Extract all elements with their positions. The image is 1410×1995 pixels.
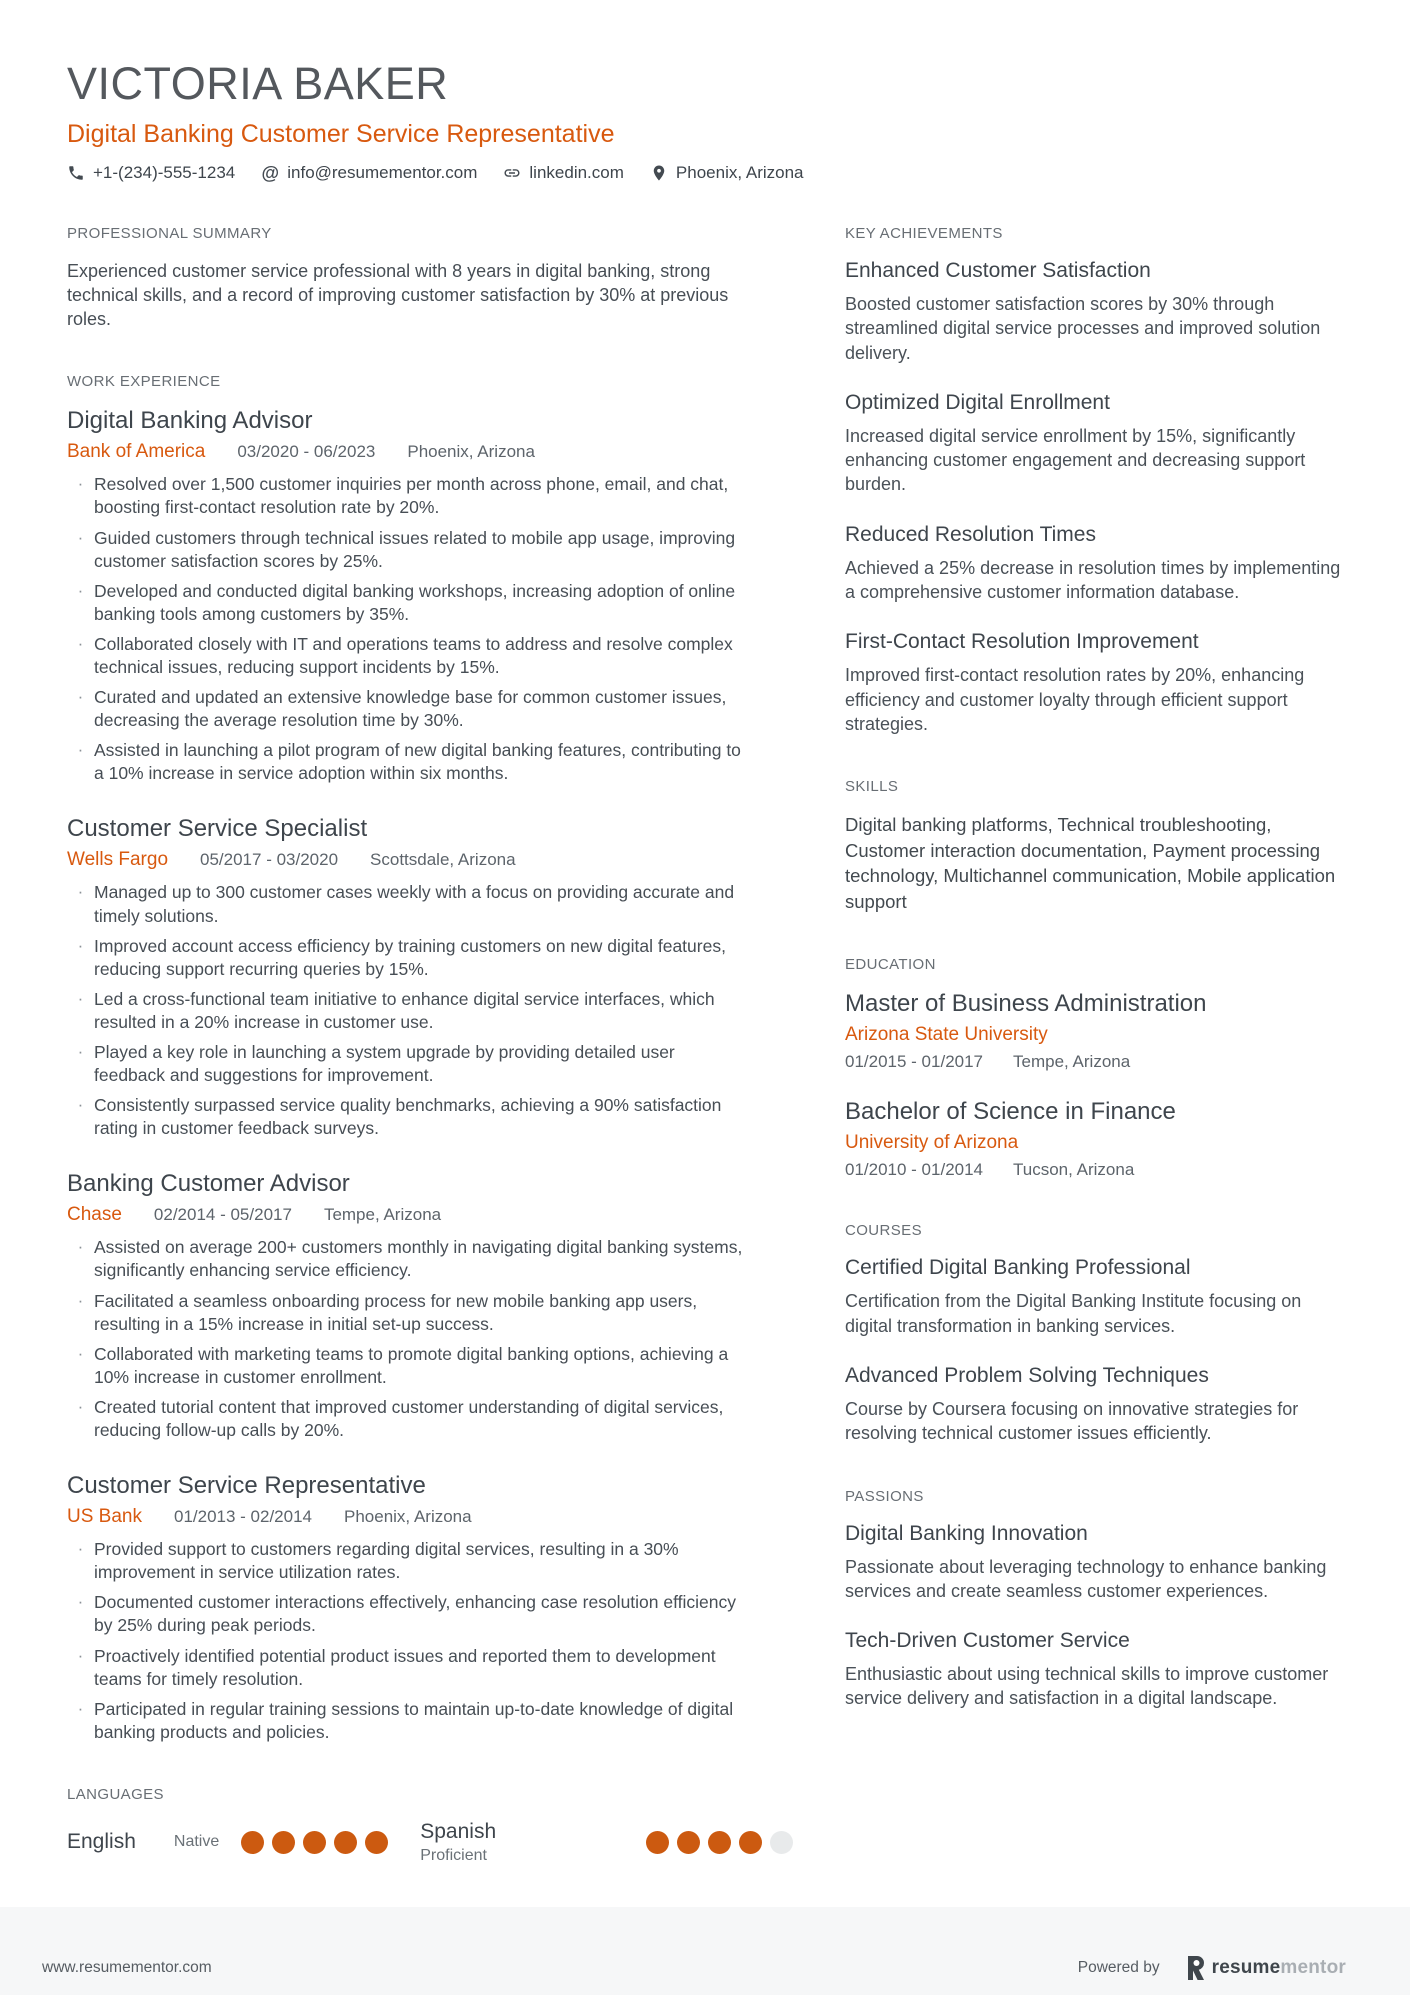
bullet-item <box>67 686 747 732</box>
achievement-item <box>845 523 1345 605</box>
bullet-text: Led a cross-functional team initiative to enhance digital service interfaces, which resulted in a 20% increase in customer use. <box>94 988 715 1032</box>
section-education <box>845 956 1345 1180</box>
job-location: Phoenix, Arizona <box>407 442 535 462</box>
bullet-item <box>67 1698 747 1744</box>
resumementor-brand[interactable] <box>1186 1956 1346 1980</box>
contact-email[interactable] <box>261 163 477 183</box>
footer <box>0 1907 1410 1995</box>
job-dates: 03/2020 - 06/2023 <box>237 442 376 462</box>
bullet-dot-icon: · <box>77 1645 84 1665</box>
bullet-item <box>67 935 747 981</box>
bullet-text: Participated in regular training sessions to maintain up-to-date knowledge of digital banking products and policies. <box>94 1698 734 1742</box>
bullet-item <box>67 633 747 679</box>
bullet-dot-icon: · <box>77 1539 84 1559</box>
rating-dot <box>365 1831 388 1854</box>
education-meta <box>845 1052 1345 1072</box>
education-degree: Bachelor of Science in Finance <box>845 1098 1176 1126</box>
contact-linkedin[interactable] <box>503 163 624 183</box>
achievement-title: Reduced Resolution Times <box>845 522 1096 546</box>
rating-dot <box>677 1831 700 1854</box>
job-dates: 05/2017 - 03/2020 <box>200 850 339 870</box>
rating-dot <box>272 1831 295 1854</box>
achievement-text: Increased digital service enrollment by 15%, significantly enhancing customer engagement and decreasing support burden. <box>845 425 1306 495</box>
bullet-text: Improved account access efficiency by training customers on new digital features, reducing support recurring queries by 15%. <box>94 935 726 979</box>
bullet-item <box>67 580 747 626</box>
section-heading: KEY ACHIEVEMENTS <box>845 225 1003 242</box>
section-languages <box>67 1786 747 1865</box>
rating-dot <box>646 1831 669 1854</box>
achievement-title: Optimized Digital Enrollment <box>845 390 1110 414</box>
course-item <box>845 1256 1345 1338</box>
contact-phone[interactable] <box>67 163 235 183</box>
powered-by-block <box>1078 1956 1346 1980</box>
achievement-title: Enhanced Customer Satisfaction <box>845 259 1151 282</box>
bullet-item <box>67 739 747 785</box>
bullet-dot-icon: · <box>77 1698 84 1718</box>
rating-dot <box>303 1831 326 1854</box>
job-company: Bank of America <box>67 441 206 463</box>
contact-location <box>650 163 804 183</box>
bullet-text: Guided customers through technical issues related to mobile app usage, improving customer satisfaction scores by 25%. <box>94 527 736 571</box>
bullet-text: Managed up to 300 customer cases weekly with a focus on providing accurate and timely solutions. <box>94 882 735 926</box>
bullet-text: Provided support to customers regarding digital services, resulting in a 30% improvement in service utilization rates. <box>94 1539 679 1583</box>
bullet-dot-icon: · <box>77 580 84 600</box>
job-title: Customer Service Specialist <box>67 815 368 843</box>
language-label <box>420 1820 496 1865</box>
location-text: Phoenix, Arizona <box>675 163 804 182</box>
bullet-text: Facilitated a seamless onboarding process for new mobile banking app users, resulting in a 15% increase in initial set-up success. <box>94 1290 698 1334</box>
bullet-dot-icon: · <box>77 882 84 902</box>
achievement-item <box>845 391 1345 497</box>
job-location: Scottsdale, Arizona <box>370 850 516 870</box>
location-icon <box>650 164 668 182</box>
course-title: Advanced Problem Solving Techniques <box>845 1363 1209 1387</box>
section-heading: EDUCATION <box>845 956 936 974</box>
section-heading: LANGUAGES <box>67 1785 164 1803</box>
course-title: Certified Digital Banking Professional <box>845 1256 1191 1280</box>
powered-by-label: Powered by <box>1077 1958 1160 1976</box>
bullet-text: Curated and updated an extensive knowledge base for common customer issues, decreasing the average resolution time by 30%. <box>94 687 727 731</box>
job-entry <box>67 1472 747 1744</box>
bullet-dot-icon: · <box>77 740 84 760</box>
job-entry <box>67 1170 747 1442</box>
job-location: Phoenix, Arizona <box>344 1507 472 1527</box>
bullet-text: Documented customer interactions effectively, enhancing case resolution efficiency by 25% during peak periods. <box>94 1592 737 1636</box>
bullet-item <box>67 881 747 927</box>
bullet-item <box>67 1591 747 1637</box>
bullet-item <box>67 1538 747 1584</box>
candidate-title: Digital Banking Customer Service Representative <box>67 120 615 148</box>
rating-dot <box>708 1831 731 1854</box>
section-work-experience <box>67 373 747 1744</box>
job-bullets <box>67 473 747 785</box>
passion-text: Passionate about leveraging technology to enhance banking services and create seamless customer experiences. <box>845 1556 1327 1601</box>
brand-light: mentor <box>1280 1956 1346 1978</box>
education-entry <box>845 1098 1345 1180</box>
section-courses <box>845 1222 1345 1445</box>
bullet-item <box>67 1236 747 1282</box>
bullet-text: Played a key role in launching a system upgrade by providing detailed user feedback and suggestions for improvement. <box>94 1042 675 1086</box>
achievement-item <box>845 259 1345 365</box>
achievement-title: First-Contact Resolution Improvement <box>845 630 1199 654</box>
job-title: Digital Banking Advisor <box>67 407 313 435</box>
passion-item <box>845 1629 1345 1711</box>
bullet-dot-icon: · <box>77 1237 84 1257</box>
job-title: Banking Customer Advisor <box>67 1170 350 1198</box>
job-company: Wells Fargo <box>67 849 169 871</box>
language-name: English <box>67 1830 136 1854</box>
phone-icon <box>67 164 85 182</box>
bullet-text: Consistently surpassed service quality benchmarks, achieving a 90% satisfaction rating in customer feedback surveys. <box>94 1095 722 1139</box>
linkedin-url: linkedin.com <box>529 163 624 182</box>
languages-row <box>67 1820 747 1865</box>
email-address: info@resumementor.com <box>287 163 478 182</box>
achievement-text: Achieved a 25% decrease in resolution times by implementing a comprehensive customer information database. <box>845 557 1341 603</box>
skills-text: Digital banking platforms, Technical troubleshooting, Customer interaction documentation, Payment processing technology, Multichannel communication, Mobile application support <box>845 814 1336 912</box>
job-entry <box>67 407 747 785</box>
education-location: Tempe, Arizona <box>1013 1052 1131 1072</box>
left-column <box>67 225 747 1907</box>
job-meta <box>67 1506 747 1528</box>
bullet-dot-icon: · <box>77 527 84 547</box>
job-company: Chase <box>67 1204 122 1226</box>
rating-dot <box>739 1831 762 1854</box>
language-level: Proficient <box>420 1846 487 1864</box>
achievement-text: Boosted customer satisfaction scores by 30% through streamlined digital service processes and improved solution delivery. <box>845 294 1321 363</box>
bullet-dot-icon: · <box>77 1343 84 1363</box>
section-key-achievements <box>845 225 1345 736</box>
bullet-item <box>67 988 747 1034</box>
bullet-text: Collaborated with marketing teams to promote digital banking options, achieving a 10% increase in customer enrollment. <box>94 1343 729 1387</box>
bullet-item <box>67 1041 747 1087</box>
bullet-text: Collaborated closely with IT and operations teams to address and resolve complex technical issues, reducing support incidents by 15%. <box>94 633 733 677</box>
course-item <box>845 1364 1345 1446</box>
bullet-dot-icon: · <box>77 687 84 707</box>
job-bullets <box>67 881 747 1140</box>
bullet-text: Resolved over 1,500 customer inquiries per month across phone, email, and chat, boosting first-contact resolution rate by 20%. <box>94 474 729 518</box>
job-location: Tempe, Arizona <box>323 1205 442 1225</box>
job-meta <box>67 1204 747 1226</box>
phone-number: +1-(234)-555-1234 <box>93 163 236 182</box>
bullet-dot-icon: · <box>77 1095 84 1115</box>
achievement-text: Improved first-contact resolution rates by 20%, enhancing efficiency and customer loyalty through efficient support strategies. <box>845 665 1305 734</box>
job-bullets <box>67 1236 747 1442</box>
language-rating-dots <box>241 1831 388 1854</box>
rating-dot <box>241 1831 264 1854</box>
rating-dot <box>334 1831 357 1854</box>
job-dates: 01/2013 - 02/2014 <box>173 1507 312 1527</box>
education-school: University of Arizona <box>845 1132 1019 1154</box>
bullet-item <box>67 1343 747 1389</box>
job-dates: 02/2014 - 05/2017 <box>153 1205 292 1225</box>
section-passions <box>845 1488 1345 1711</box>
bullet-item <box>67 527 747 573</box>
bullet-dot-icon: · <box>77 988 84 1008</box>
email-icon: @ <box>261 163 280 183</box>
bullet-item <box>67 473 747 519</box>
section-heading: COURSES <box>845 1222 922 1240</box>
brand-bold: resume <box>1211 1956 1281 1978</box>
language-name: Spanish <box>420 1819 497 1843</box>
job-company: US Bank <box>67 1506 142 1528</box>
course-text: Course by Coursera focusing on innovative strategies for resolving technical customer issues efficiently. <box>845 1398 1299 1444</box>
brand-text <box>1212 1957 1346 1979</box>
header <box>67 58 1345 183</box>
achievement-item <box>845 630 1345 736</box>
education-meta <box>845 1160 1345 1180</box>
education-degree: Master of Business Administration <box>845 990 1207 1018</box>
education-location: Tucson, Arizona <box>1013 1160 1135 1180</box>
bullet-dot-icon: · <box>77 1396 84 1416</box>
bullet-dot-icon: · <box>77 633 84 653</box>
section-professional-summary <box>67 225 747 331</box>
bullet-dot-icon: · <box>77 935 84 955</box>
section-heading: WORK EXPERIENCE <box>67 373 221 391</box>
bullet-text: Developed and conducted digital banking workshops, increasing adoption of online banking tools among customers by 35%. <box>94 580 736 624</box>
bullet-text: Assisted on average 200+ customers monthly in navigating digital banking systems, significantly enhancing service efficiency. <box>94 1237 743 1281</box>
passion-title: Digital Banking Innovation <box>845 1521 1088 1545</box>
bullet-dot-icon: · <box>77 474 84 494</box>
education-dates: 01/2010 - 01/2014 <box>845 1160 984 1180</box>
rating-dot <box>770 1831 793 1854</box>
link-icon <box>503 164 521 182</box>
section-heading: PASSIONS <box>845 1487 924 1505</box>
passion-text: Enthusiastic about using technical skills to improve customer service delivery and satisfaction in a digital landscape. <box>845 1664 1329 1709</box>
job-title: Customer Service Representative <box>67 1472 426 1500</box>
bullet-dot-icon: · <box>77 1290 84 1310</box>
job-meta <box>67 441 747 463</box>
bullet-dot-icon: · <box>77 1042 84 1062</box>
right-column <box>845 225 1345 1907</box>
section-skills <box>845 778 1345 914</box>
contact-row <box>67 163 1345 183</box>
resumementor-logo-icon <box>1186 1956 1206 1980</box>
candidate-name: VICTORIA BAKER <box>67 58 449 109</box>
language-item-spanish <box>420 1820 793 1865</box>
bullet-text: Proactively identified potential product issues and reported them to development teams for timely resolution. <box>94 1645 716 1689</box>
section-heading: PROFESSIONAL SUMMARY <box>67 225 272 242</box>
bullet-text: Assisted in launching a pilot program of new digital banking features, contributing to a 10% increase in service adoption within six months. <box>94 740 741 784</box>
education-school: Arizona State University <box>845 1024 1048 1046</box>
passion-item <box>845 1522 1345 1604</box>
two-column-layout <box>67 225 1345 1907</box>
job-entry <box>67 815 747 1140</box>
bullet-item <box>67 1094 747 1140</box>
job-bullets <box>67 1538 747 1744</box>
bullet-dot-icon: · <box>77 1592 84 1612</box>
language-rating-dots <box>646 1831 793 1854</box>
education-dates: 01/2015 - 01/2017 <box>845 1052 984 1072</box>
summary-text: Experienced customer service professional with 8 years in digital banking, strong technical skills, and a record of improving customer satisfaction by 30% at previous roles. <box>67 261 729 330</box>
bullet-item <box>67 1396 747 1442</box>
footer-website-link[interactable]: www.resumementor.com <box>42 1958 212 1976</box>
bullet-item <box>67 1290 747 1336</box>
language-item-english <box>67 1830 388 1854</box>
job-meta <box>67 849 747 871</box>
bullet-item <box>67 1645 747 1691</box>
passion-title: Tech-Driven Customer Service <box>845 1629 1130 1653</box>
language-level: Native <box>173 1833 220 1851</box>
section-heading: SKILLS <box>845 778 899 796</box>
bullet-text: Created tutorial content that improved customer understanding of digital services, reducing follow-up calls by 20%. <box>94 1396 724 1441</box>
course-text: Certification from the Digital Banking Institute focusing on digital transformation in banking services. <box>845 1291 1302 1336</box>
education-entry <box>845 990 1345 1072</box>
